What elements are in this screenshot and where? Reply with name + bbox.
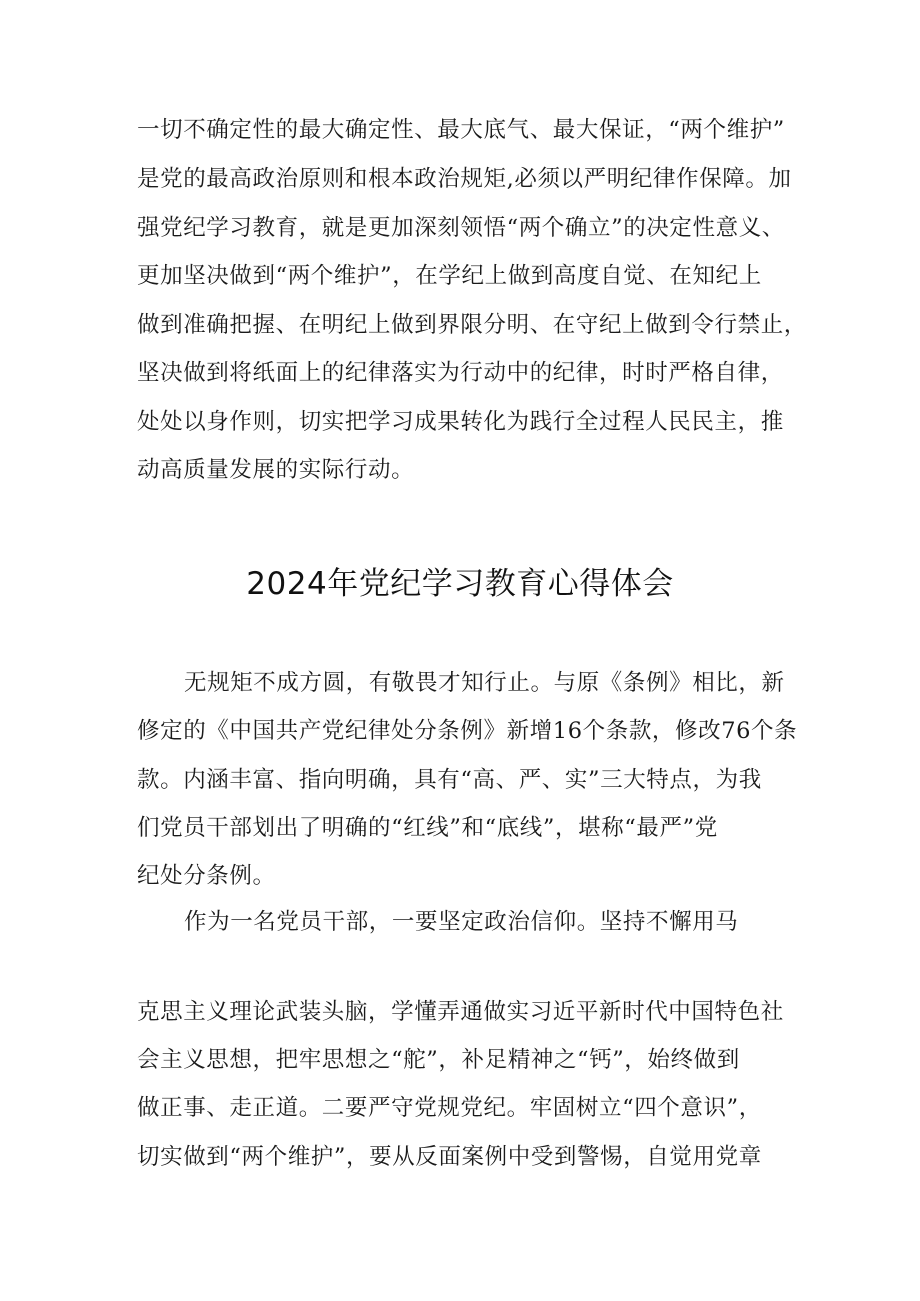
paragraph-line: 坚决做到将纸面上的纪律落实为行动中的纪律，时时严格自律， — [137, 360, 784, 386]
paragraph-line: 会主义思想，把牢思想之“舵”，补足精神之“钙”，始终做到 — [137, 1047, 740, 1073]
paragraph-line: 做正事、走正道。二要严守党规党纪。牢固树立“四个意识”， — [137, 1095, 762, 1121]
paragraph-line: 更加坚决做到“两个维护”，在学纪上做到高度自觉、在知纪上 — [137, 263, 762, 289]
paragraph-line: 作为一名党员干部，一要坚定政治信仰。坚持不懈用马 — [184, 909, 739, 935]
paragraph-line: 无规矩不成方圆，有敬畏才知行止。与原《条例》相比，新 — [184, 670, 785, 696]
paragraph-line: 是党的最高政治原则和根本政治规矩,必须以严明纪律作保障。加 — [137, 166, 792, 192]
paragraph-line: 切实做到“两个维护”，要从反面案例中受到警惕，自觉用党章 — [137, 1144, 762, 1170]
paragraph-line: 强党纪学习教育，就是更加深刻领悟“两个确立”的决定性意义、 — [137, 215, 785, 241]
paragraph-line: 们党员干部划出了明确的“红线”和“底线”，堪称“最严”党 — [137, 815, 718, 841]
paragraph-line: 克思主义理论武装头脑，学懂弄通做实习近平新时代中国特色社 — [137, 999, 784, 1025]
paragraph-line: 修定的《中国共产党纪律处分条例》新增16个条款，修改76个条 — [137, 718, 798, 744]
paragraph-line: 做到准确把握、在明纪上做到界限分明、在守纪上做到令行禁止， — [137, 312, 807, 338]
paragraph-line: 一切不确定性的最大确定性、最大底气、最大保证，“两个维护” — [137, 117, 785, 143]
paragraph-line: 处处以身作则，切实把学习成果转化为践行全过程人民民主，推 — [137, 409, 784, 435]
paragraph-line: 纪处分条例。 — [137, 863, 276, 889]
document-title: 2024年党纪学习教育心得体会 — [246, 566, 674, 602]
paragraph-line: 动高质量发展的实际行动。 — [137, 457, 415, 483]
paragraph-line: 款。内涵丰富、指向明确，具有“高、严、实”三大特点，为我 — [137, 767, 762, 793]
